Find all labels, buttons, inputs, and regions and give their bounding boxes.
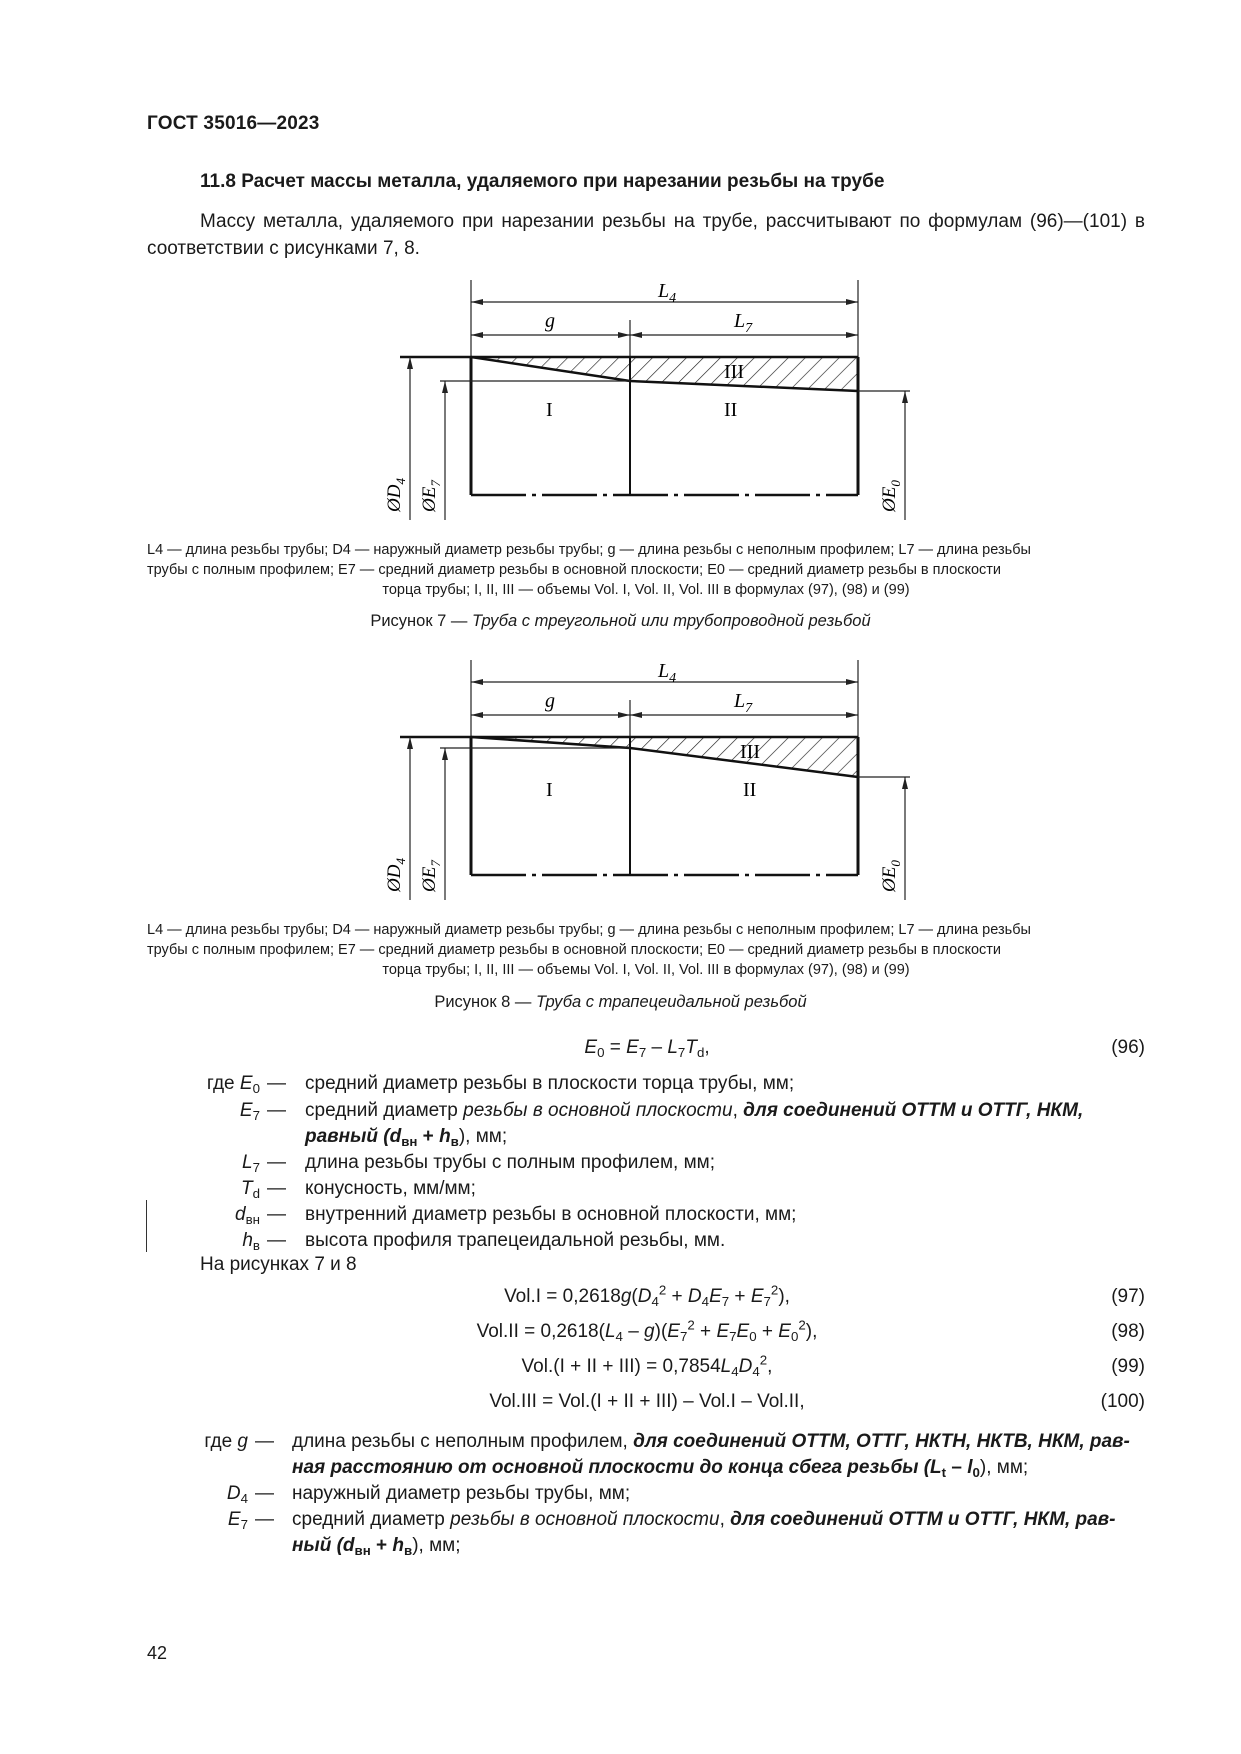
dim-E7-label: $ØE_7$ [419,860,443,892]
vol-II-label: II [724,399,738,421]
legend-line: трубы с полным профилем; E7 — средний диаметр резьбы в основной плоскости; E0 — средний диаметр резьбы в плоскости [147,942,1001,958]
definition-E7-second: $E_7$ — средний диаметр резьбы в основной плоскости, для соединений ОТТМ и ОТТГ, НКМ, рав- ный $(d_{вн} + h_в)$, мм; [227,1509,1116,1558]
dim-E0-label: $ØE_0$ [879,860,903,892]
definition-g: где g — длина резьбы с неполным профилем, для соединений ОТТМ, ОТТГ, НКТН, НКТВ, НКМ, рав- ная расстоянию от основной плоскости до конца сбега резьбы $(L_t - l_0)$, мм; [204,1431,1130,1480]
vol-III-label: III [740,741,760,763]
definition-D4: $D_4$ — наружный диаметр резьбы трубы, мм; [226,1483,631,1506]
definition-hv: $h_в$ — высота профиля трапецеидальной резьбы, мм. [242,1230,726,1253]
legend-line: торца трубы; I, II, III — объемы Vol. I, Vol. II, Vol. III в формулах (97), (98) и (99) [382,962,910,978]
definition-dvn: $d_{вн}$ — внутренний диаметр резьбы в основной плоскости, мм; [235,1204,797,1227]
figure-7-caption: Рисунок 7 — Труба с треугольной или трубопроводной резьбой [370,612,871,630]
definition-E7: $E_7$ — средний диаметр резьбы в основной плоскости, для соединений ОТТМ и ОТТГ, НКМ, равный $(d_{вн} + h_в)$, мм; [239,1100,1084,1149]
page-number: 42 [147,1643,168,1663]
figure-7-legend [147,540,1145,600]
equation-98: $Vol.II = 0,2618(L_4 - g)(E_7^2 + E_7E_0 + E_0^2)$, (98) [476,1317,1145,1344]
dim-E7-label: $ØE_7$ [419,480,443,512]
vol-II-label: II [743,779,757,801]
equation-96 [147,1037,1145,1067]
equation-97: $Vol.I = 0,2618g(D_4^2 + D_4E_7 + E_7^2)$, (97) [504,1282,1145,1309]
vol-III-label: III [724,361,744,383]
definition-E0: где $E_0$ — средний диаметр резьбы в плоскости торца трубы, мм; [206,1073,795,1096]
legend-line: L4 — длина резьбы трубы; D4 — наружный диаметр резьбы трубы; g — длина резьбы с неполным профилем; L7 — длина резьбы [147,922,1031,938]
dim-E0-label: $ØE_0$ [879,480,903,512]
dim-D4-label: $ØD_4$ [384,858,408,892]
dim-D4-label: $ØD_4$ [384,478,408,512]
figure-8-drawing [0,660,1241,920]
dim-L4-label: $L_4$ [658,280,677,306]
vol-I-label: I [546,779,553,801]
figure-8-legend [147,920,1145,980]
dim-g-label: g [545,310,555,332]
section-title: Расчет массы металла, удаляемого при нарезании резьбы на трубе [241,171,885,192]
figure-8-caption: Рисунок 8 — Труба с трапецеидальной резьбой [434,993,807,1011]
dim-L7-label: $L_7$ [734,310,753,336]
section-number: 11.8 [200,171,236,192]
definition-L7: $L_7$ — длина резьбы трубы с полным профилем, мм; [242,1152,715,1175]
legend-line: L4 — длина резьбы трубы; D4 — наружный диаметр резьбы трубы; g — длина резьбы с неполным профилем; L7 — длина резьбы [147,542,1031,558]
document-header: ГОСТ 35016—2023 [147,113,320,134]
dim-L4-label: $L_4$ [658,660,677,686]
legend-line: трубы с полным профилем; E7 — средний диаметр резьбы в основной плоскости; E0 — средний диаметр резьбы в плоскости [147,562,1001,578]
dim-L7-label: $L_7$ [734,690,753,716]
figure-7-drawing [0,280,1241,540]
equation-100: Vol.III = Vol.(I + II + III) – Vol.I – Vol.II, (100) [489,1391,1145,1412]
definition-Td: $T_d$ — конусность, мм/мм; [240,1178,476,1201]
on-figures-text: На рисунках 7 и 8 [200,1254,357,1275]
dim-g-label: g [545,690,555,712]
vol-I-label: I [546,399,553,421]
section-heading [200,171,884,193]
equation-number: (96) [1111,1037,1145,1058]
equation-body: $E_0 = E_7 - L_7T_d$, [584,1037,710,1060]
intro-paragraph: Массу металла, удаляемого при нарезании резьбы на трубе, рассчитывают по формулам (96)—(101) в соответствии с рисунками 7, 8. [147,211,1145,259]
equation-99: Vol.(I + II + $III) = 0,7854L_4D_4^2$, (99) [521,1352,1145,1379]
legend-line: торца трубы; I, II, III — объемы Vol. I, Vol. II, Vol. III в формулах (97), (98) и (99) [382,582,910,598]
